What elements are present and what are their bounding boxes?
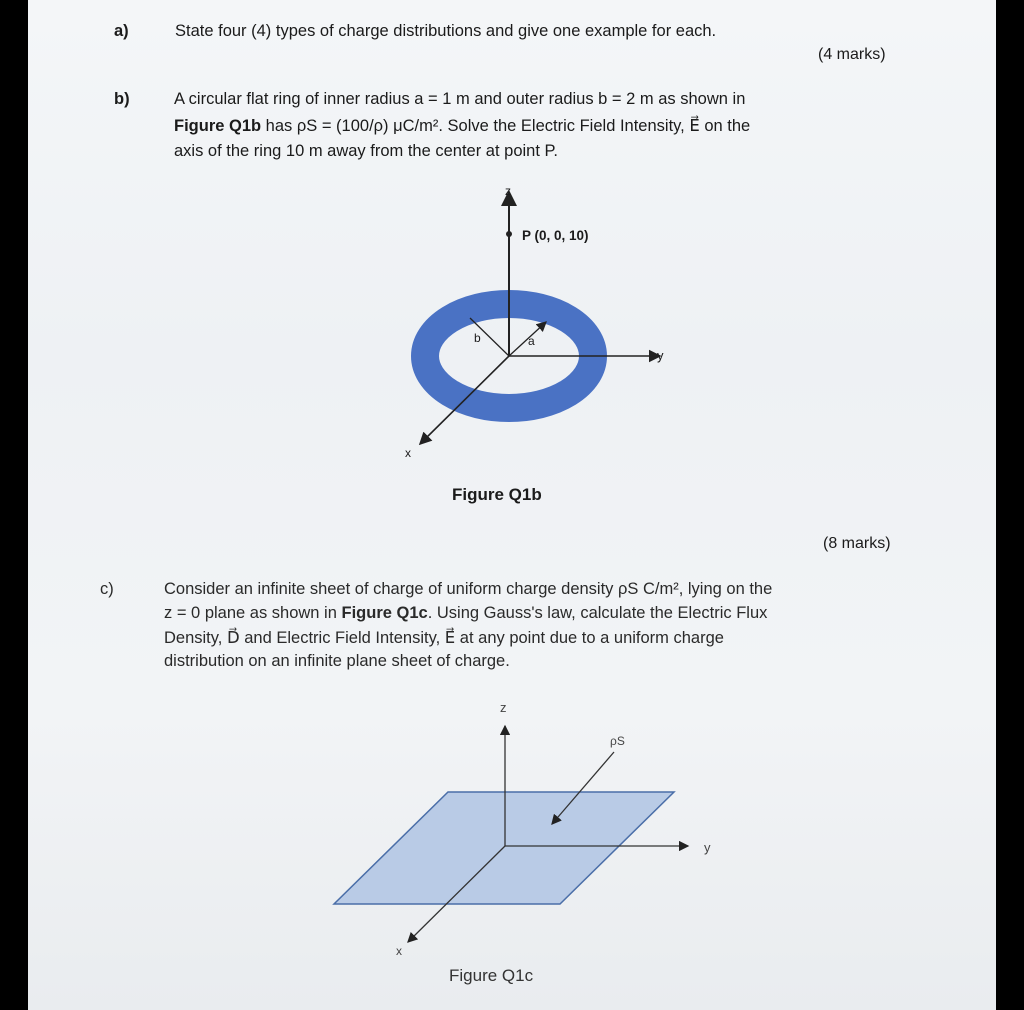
q1b-y-label: y (657, 348, 664, 363)
exam-paper (28, 0, 996, 1010)
charge-sheet (334, 792, 674, 904)
point-p-label: P (0, 0, 10) (522, 228, 589, 243)
q1c-x-label: x (396, 944, 402, 958)
density-label: ρS (610, 734, 625, 748)
part-c-line1: Consider an infinite sheet of charge of uniform charge density ρS C/m², lying on the (164, 580, 773, 598)
part-b-marks: (8 marks) (823, 535, 891, 552)
part-b-label: b) (114, 90, 130, 108)
figure-q1c-caption: Figure Q1c (449, 966, 534, 985)
part-b-line1: A circular flat ring of inner radius a = 1 m and outer radius b = 2 m as shown in (174, 90, 746, 108)
part-b-line3: axis of the ring 10 m away from the center at point P. (174, 142, 558, 160)
figure-ref-q1b: Figure Q1b (174, 117, 262, 135)
part-a-label: a) (114, 22, 129, 40)
figure-q1c-diagram (334, 726, 688, 942)
part-c-line3: Density, D⃗ and Electric Field Intensity, E⃗ at any point due to a uniform charge (164, 629, 724, 647)
part-c-line2-pre: z = 0 plane as shown in (164, 604, 342, 622)
part-c-line4: distribution on an infinite plane sheet of charge. (164, 652, 510, 670)
figure-ref-q1c: Figure Q1c (341, 604, 428, 622)
part-b-line2-text: has ρS = (100/ρ) μC/m². Solve the Electric Field Intensity, E⃗ on the (261, 117, 751, 135)
figure-q1b-caption: Figure Q1b (452, 485, 542, 504)
point-p-marker (506, 231, 512, 237)
figure-q1b-diagram (28, 0, 996, 1010)
part-c-line2-post: . Using Gauss's law, calculate the Electric Flux (427, 604, 768, 622)
q1c-z-label: z (500, 700, 507, 715)
part-c-label: c) (100, 580, 114, 598)
q1c-y-label: y (704, 840, 711, 855)
part-a-marks: (4 marks) (818, 46, 886, 63)
part-c-line2 (164, 604, 767, 623)
part-a-question: State four (4) types of charge distributions and give one example for each. (175, 22, 717, 40)
radius-b-label: b (474, 331, 481, 345)
q1b-x-label: x (405, 446, 411, 460)
radius-a-label: a (528, 334, 535, 348)
q1b-z-label: z (505, 184, 511, 198)
